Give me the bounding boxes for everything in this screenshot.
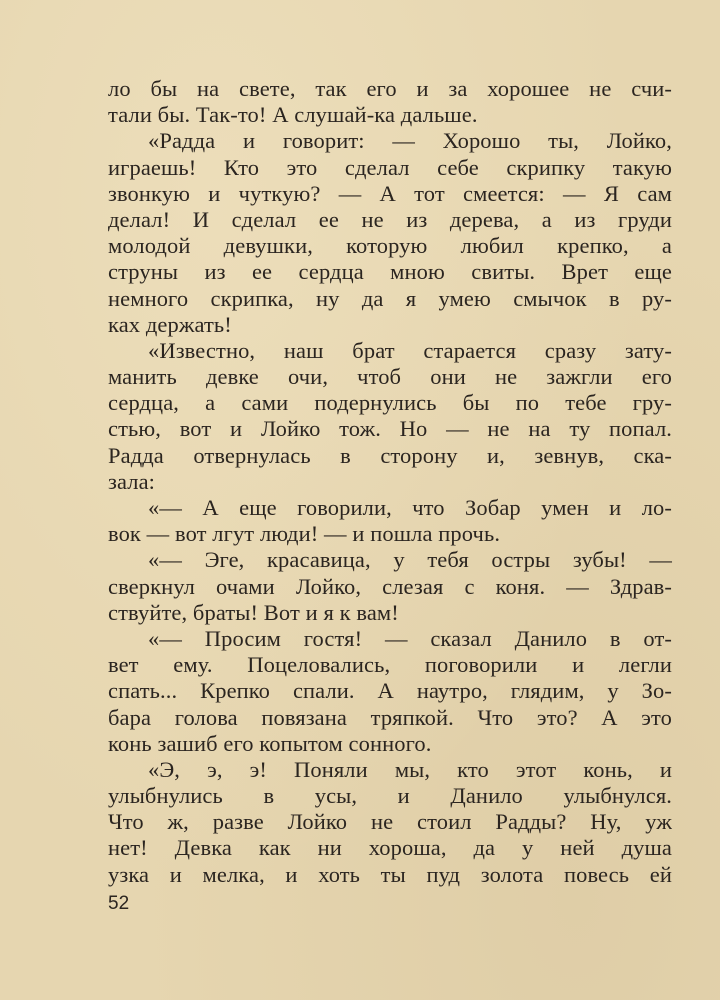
text-line: струны из ее сердца мною свиты. Врет еще [108, 259, 672, 285]
text-line: играешь! Кто это сделал себе скрипку такую [108, 154, 672, 180]
text-line: стью, вот и Лойко тож. Но — не на ту попал. [108, 416, 672, 442]
text-line: спать... Крепко спали. А наутро, глядим, у Зо- [108, 678, 672, 704]
text-line: «— Просим гостя! — сказал Данило в от- [148, 625, 672, 651]
text-line: «— Эге, красавица, у тебя остры зубы! — [148, 547, 672, 573]
text-line: звонкую и чуткую? — А тот смеется: — Я сам [108, 180, 672, 206]
page-text-block [108, 76, 672, 888]
text-line: делал! И сделал ее не из дерева, а из груди [108, 206, 672, 232]
text-line: нет! Девка как ни хороша, да у ней душа [108, 835, 672, 861]
text-line: «Э, э, э! Поняли мы, кто этот конь, и [148, 756, 672, 782]
text-line: вок — вот лгут люди! — и пошла прочь. [108, 521, 501, 547]
page-number: 52 [108, 893, 130, 914]
text-line: ло бы на свете, так его и за хорошее не счи- [108, 76, 672, 101]
text-line: сердца, а сами подернулись бы по тебе гру- [108, 390, 672, 416]
text-line: тали бы. Так-то! А слушай-ка дальше. [108, 102, 478, 128]
text-line: ствуйте, браты! Вот и я к вам! [108, 599, 399, 625]
text-line: ках держать! [108, 311, 232, 337]
text-line: «— А еще говорили, что Зобар умен и ло- [148, 495, 672, 520]
text-line: Радда отвернулась в сторону и, зевнув, ска- [108, 442, 672, 468]
text-line: сверкнул очами Лойко, слезая с коня. — Здрав- [108, 573, 672, 599]
text-line: «Радда и говорит: — Хорошо ты, Лойко, [148, 128, 672, 154]
text-line: узка и мелка, и хоть ты пуд золота повесь ей [108, 861, 672, 887]
text-line: Что ж, разве Лойко не стоил Радды? Ну, уж [108, 809, 672, 835]
text-line: «Известно, наш брат старается сразу зату- [148, 337, 672, 363]
text-line: улыбнулись в усы, и Данило улыбнулся. [108, 783, 672, 809]
text-line: бара голова повязана тряпкой. Что это? А это [108, 704, 672, 730]
text-line: конь зашиб его копытом сонного. [108, 730, 432, 756]
text-line: немного скрипка, ну да я умею смычок в ру- [108, 285, 672, 311]
text-line: молодой девушки, которую любил крепко, а [108, 233, 672, 259]
text-line: манить девке очи, чтоб они не зажгли его [108, 364, 672, 390]
text-line: зала: [108, 468, 156, 494]
text-line: вет ему. Поцеловались, поговорили и легли [108, 652, 672, 678]
